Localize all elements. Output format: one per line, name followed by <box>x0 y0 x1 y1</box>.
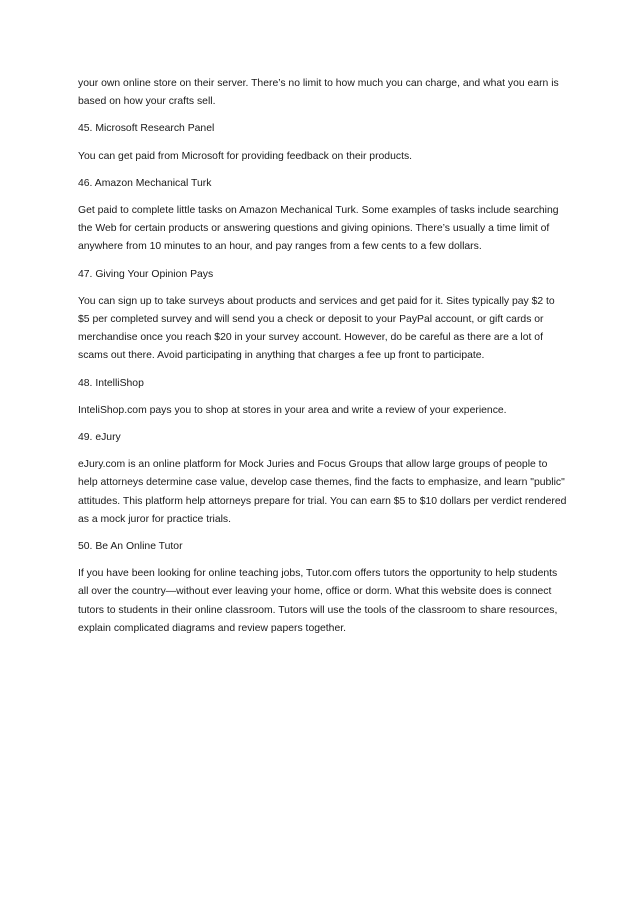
section-heading-50: 50. Be An Online Tutor <box>78 541 183 553</box>
section-heading-45: 45. Microsoft Research Panel <box>78 123 215 135</box>
intro-paragraph: your own online store on their server. There’s no limit to how much you can charge, and what you earn is based on how your crafts sell. <box>78 78 559 108</box>
section-body-50: If you have been looking for online teaching jobs, Tutor.com offers tutors the opportunity to help students all over the country—without ever leaving your home, office or dorm. What this website does is connect tutors to students in their online classroom. Tutors will use the tools of the classroom to share resources, explain complicated diagrams and review papers together. <box>78 568 558 634</box>
document-body <box>78 75 568 647</box>
section-heading-46: 46. Amazon Mechanical Turk <box>78 177 212 189</box>
section-body-45: You can get paid from Microsoft for providing feedback on their products. <box>78 150 413 162</box>
section-body-48: InteliShop.com pays you to shop at stores in your area and write a review of your experience. <box>78 404 507 416</box>
section-body-47: You can sign up to take surveys about products and services and get paid for it. Sites typically pay $2 to $5 per completed survey and will send you a check or deposit to your PayPal account, or gift cards or merchandise once you reach $20 in your survey account. However, do be careful as there are a lot of scams out there. Avoid participating in anything that charges a fee up front to participate. <box>78 295 555 362</box>
section-heading-48: 48. IntelliShop <box>78 377 144 389</box>
section-body-46: Get paid to complete little tasks on Amazon Mechanical Turk. Some examples of tasks include searching the Web for certain products or answering questions and giving opinions. There’s usually a time limit of anywhere from 10 minutes to an hour, and pay ranges from a few cents to a few dollars. <box>78 205 559 253</box>
section-heading-49: 49. eJury <box>78 432 121 444</box>
section-body-49: eJury.com is an online platform for Mock Juries and Focus Groups that allow large groups of people to help attorneys determine case value, develop case themes, find the facts to emphasize, and learn "public" attitudes. This platform help attorneys prepare for trial. You can earn $5 to $10 dollars per verdict rendered as a mock juror for practice trials. <box>78 459 567 525</box>
section-heading-47: 47. Giving Your Opinion Pays <box>78 268 214 280</box>
